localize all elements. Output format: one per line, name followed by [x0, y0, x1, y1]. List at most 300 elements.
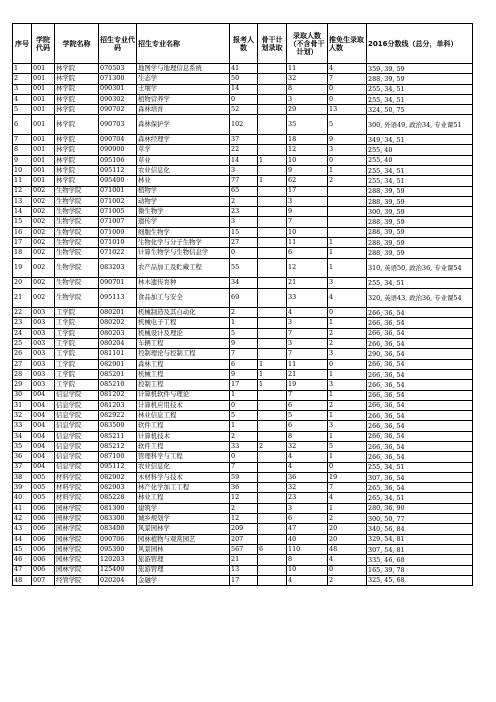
cell-applicants: 7 [230, 349, 258, 359]
cell-exempt: 0 [328, 359, 367, 369]
table-row [13, 248, 473, 258]
cell-seq: 17 [13, 238, 32, 248]
cell-exempt: 1 [328, 452, 367, 462]
cell-exempt: 3 [328, 421, 367, 431]
cell-college-name: 生物学院 [55, 258, 99, 278]
cell-college-code: 004 [32, 390, 55, 400]
cell-college-name: 园林学院 [55, 524, 99, 534]
cell-backbone-plan [258, 217, 287, 227]
cell-applicants: 0 [230, 94, 258, 104]
cell-admitted: 8 [287, 431, 328, 441]
cell-college-name: 工学院 [55, 349, 99, 359]
cell-major-code: 090704 [99, 135, 137, 145]
cell-admitted: 62 [287, 176, 328, 186]
cell-score-line: 300, 外语49, 政治34, 专业课51 [367, 115, 473, 135]
cell-college-code: 004 [32, 462, 55, 472]
cell-major-name: 管理科学与工程 [137, 452, 230, 462]
cell-college-code: 002 [32, 258, 55, 278]
cell-exempt: 1 [328, 238, 367, 248]
cell-score-line: 266, 36, 54 [367, 421, 473, 431]
cell-admitted: 3 [287, 196, 328, 206]
cell-college-name: 信息学院 [55, 462, 99, 472]
cell-college-name: 经管学院 [55, 575, 99, 585]
cell-admitted: 6 [287, 400, 328, 410]
cell-admitted: 9 [287, 165, 328, 175]
cell-major-code: 081300 [99, 503, 137, 513]
cell-college-code: 004 [32, 452, 55, 462]
cell-applicants: 36 [230, 483, 258, 493]
cell-major-code: 020204 [99, 575, 137, 585]
cell-admitted: 40 [287, 534, 328, 544]
cell-college-name: 信息学院 [55, 411, 99, 421]
cell-seq: 4 [13, 94, 32, 104]
cell-college-code: 006 [32, 555, 55, 565]
cell-applicants: 17 [230, 575, 258, 585]
cell-seq: 26 [13, 349, 32, 359]
cell-admitted: 4 [287, 575, 328, 585]
cell-score-line: 280, 36, 90 [367, 503, 473, 513]
cell-backbone-plan: 1 [258, 380, 287, 390]
cell-major-code: 071007 [99, 217, 137, 227]
cell-major-code: 070503 [99, 64, 137, 74]
cell-score-line: 349, 34, 51 [367, 135, 473, 145]
cell-backbone-plan: 6 [258, 544, 287, 554]
cell-backbone-plan: 1 [258, 176, 287, 186]
cell-exempt: 20 [328, 534, 367, 544]
cell-major-code: 090701 [99, 278, 137, 288]
cell-major-code: 085228 [99, 493, 137, 503]
cell-college-name: 园林学院 [55, 565, 99, 575]
cell-backbone-plan [258, 431, 287, 441]
table-row [13, 544, 473, 554]
cell-seq: 37 [13, 462, 32, 472]
cell-score-line: 310, 英语50, 政治36, 专业课54 [367, 258, 473, 278]
cell-college-code: 006 [32, 503, 55, 513]
table-row [13, 145, 473, 155]
cell-seq: 48 [13, 575, 32, 585]
cell-score-line: 266, 36, 54 [367, 359, 473, 369]
cell-seq: 24 [13, 328, 32, 338]
cell-exempt: 48 [328, 544, 367, 554]
cell-seq: 44 [13, 534, 32, 544]
cell-college-code: 002 [32, 278, 55, 288]
cell-backbone-plan [258, 258, 287, 278]
cell-seq: 6 [13, 115, 32, 135]
cell-seq: 42 [13, 514, 32, 524]
table-row [13, 207, 473, 217]
cell-admitted: 29 [287, 105, 328, 115]
cell-college-name: 园林学院 [55, 555, 99, 565]
cell-score-line: 307, 54, 81 [367, 544, 473, 554]
cell-applicants: 27 [230, 238, 258, 248]
cell-exempt: 0 [328, 462, 367, 472]
cell-college-code: 004 [32, 431, 55, 441]
cell-applicants: 1 [230, 318, 258, 328]
cell-admitted: 33 [287, 288, 328, 308]
cell-seq: 11 [13, 176, 32, 186]
cell-seq: 5 [13, 105, 32, 115]
cell-seq: 20 [13, 278, 32, 288]
cell-score-line: 266, 36, 54 [367, 441, 473, 451]
cell-exempt: 4 [328, 493, 367, 503]
cell-backbone-plan [258, 74, 287, 84]
cell-seq: 45 [13, 544, 32, 554]
cell-admitted: 6 [287, 248, 328, 258]
cell-college-name: 材料学院 [55, 493, 99, 503]
cell-score-line: 288, 39, 59 [367, 186, 473, 196]
cell-major-name: 林产化学加工工程 [137, 483, 230, 493]
cell-college-code: 006 [32, 534, 55, 544]
cell-college-code: 002 [32, 248, 55, 258]
cell-major-name: 地图学与地理信息系统 [137, 64, 230, 74]
table-row [13, 115, 473, 135]
cell-exempt: 0 [328, 84, 367, 94]
cell-college-name: 林学院 [55, 115, 99, 135]
cell-admitted: 21 [287, 278, 328, 288]
cell-seq: 16 [13, 227, 32, 237]
cell-major-name: 计算机应用技术 [137, 400, 230, 410]
cell-college-name: 信息学院 [55, 431, 99, 441]
cell-major-name: 林业信息工程 [137, 411, 230, 421]
cell-exempt: 0 [328, 565, 367, 575]
cell-seq: 29 [13, 380, 32, 390]
table-row [13, 534, 473, 544]
cell-major-name: 城乡规划学 [137, 514, 230, 524]
cell-major-code: 082903 [99, 483, 137, 493]
cell-major-code: 083300 [99, 514, 137, 524]
cell-college-name: 生物学院 [55, 288, 99, 308]
cell-admitted: 8 [287, 555, 328, 565]
cell-admitted: 18 [287, 135, 328, 145]
table-row [13, 431, 473, 441]
cell-admitted: 47 [287, 524, 328, 534]
cell-seq: 10 [13, 165, 32, 175]
cell-admitted: 4 [287, 308, 328, 318]
cell-score-line: 165, 39, 78 [367, 565, 473, 575]
cell-backbone-plan [258, 472, 287, 482]
cell-major-name: 计算生物学与生物信息学 [137, 248, 230, 258]
cell-backbone-plan [258, 349, 287, 359]
table-row [13, 74, 473, 84]
cell-major-code: 080204 [99, 339, 137, 349]
cell-major-name: 林业工程 [137, 493, 230, 503]
cell-exempt: 1 [328, 390, 367, 400]
table-row [13, 135, 473, 145]
cell-backbone-plan [258, 514, 287, 524]
cell-backbone-plan [258, 524, 287, 534]
cell-score-line: 288, 39, 59 [367, 217, 473, 227]
cell-score-line: 288, 39, 59 [367, 74, 473, 84]
cell-major-name: 计算机软件与理论 [137, 390, 230, 400]
cell-exempt: 2 [328, 575, 367, 585]
cell-college-code: 003 [32, 380, 55, 390]
cell-applicants: 1 [230, 421, 258, 431]
cell-backbone-plan [258, 308, 287, 318]
cell-college-code: 001 [32, 64, 55, 74]
cell-college-code: 003 [32, 308, 55, 318]
cell-college-name: 信息学院 [55, 400, 99, 410]
header-seq: 序号 [13, 24, 32, 64]
cell-exempt [328, 227, 367, 237]
cell-applicants: 55 [230, 258, 258, 278]
cell-backbone-plan [258, 115, 287, 135]
cell-seq: 39 [13, 483, 32, 493]
cell-major-code: 090706 [99, 534, 137, 544]
cell-major-name: 遗传学 [137, 217, 230, 227]
cell-college-name: 生物学院 [55, 238, 99, 248]
cell-score-line: 255, 40 [367, 145, 473, 155]
cell-college-name: 生物学院 [55, 278, 99, 288]
cell-major-code: 090302 [99, 94, 137, 104]
cell-seq: 7 [13, 135, 32, 145]
cell-major-name: 林木遗传育种 [137, 278, 230, 288]
table-row [13, 165, 473, 175]
cell-backbone-plan [258, 411, 287, 421]
cell-exempt: 1 [328, 431, 367, 441]
cell-college-code: 002 [32, 196, 55, 206]
cell-major-code: 095113 [99, 288, 137, 308]
cell-exempt: 3 [328, 380, 367, 390]
cell-applicants: 12 [230, 514, 258, 524]
cell-exempt: 2 [328, 176, 367, 186]
cell-admitted: 12 [287, 258, 328, 278]
cell-admitted: 3 [287, 503, 328, 513]
cell-admitted: 6 [287, 514, 328, 524]
cell-applicants: 59 [230, 472, 258, 482]
cell-college-name: 工学院 [55, 339, 99, 349]
cell-major-name: 金融学 [137, 575, 230, 585]
cell-major-code: 095400 [99, 176, 137, 186]
cell-major-code: 083500 [99, 421, 137, 431]
cell-applicants: 50 [230, 74, 258, 84]
cell-exempt: 3 [328, 145, 367, 155]
cell-backbone-plan [258, 493, 287, 503]
cell-admitted: 7 [287, 349, 328, 359]
cell-college-code: 001 [32, 135, 55, 145]
cell-admitted: 6 [287, 421, 328, 431]
cell-major-name: 机械电子工程 [137, 318, 230, 328]
cell-seq: 40 [13, 493, 32, 503]
cell-college-code: 001 [32, 165, 55, 175]
cell-admitted: 35 [287, 115, 328, 135]
cell-seq: 14 [13, 207, 32, 217]
cell-seq: 30 [13, 390, 32, 400]
header-admitted: 录取人数（不含骨干计划） [287, 24, 328, 64]
cell-backbone-plan: 1 [258, 369, 287, 379]
cell-score-line: 255, 34, 51 [367, 462, 473, 472]
cell-backbone-plan [258, 462, 287, 472]
cell-major-code: 080202 [99, 318, 137, 328]
cell-seq: 8 [13, 145, 32, 155]
table-row [13, 421, 473, 431]
cell-seq: 9 [13, 155, 32, 165]
cell-backbone-plan [258, 186, 287, 196]
cell-college-code: 004 [32, 411, 55, 421]
cell-exempt: 1 [328, 165, 367, 175]
cell-seq: 28 [13, 369, 32, 379]
cell-college-code: 006 [32, 514, 55, 524]
cell-major-name: 土壤学 [137, 84, 230, 94]
cell-major-code: 082902 [99, 472, 137, 482]
cell-college-name: 工学院 [55, 369, 99, 379]
cell-score-line: 265, 36, 54 [367, 483, 473, 493]
cell-college-name: 林学院 [55, 64, 99, 74]
cell-major-name: 旅游管理 [137, 565, 230, 575]
cell-backbone-plan [258, 135, 287, 145]
cell-exempt [328, 186, 367, 196]
cell-college-code: 003 [32, 328, 55, 338]
cell-exempt: 1 [328, 248, 367, 258]
cell-college-name: 生物学院 [55, 186, 99, 196]
cell-backbone-plan [258, 339, 287, 349]
table-row [13, 217, 473, 227]
cell-college-code: 007 [32, 575, 55, 585]
cell-major-name: 森林保护学 [137, 115, 230, 135]
cell-exempt [328, 217, 367, 227]
table-row [13, 380, 473, 390]
cell-major-code: 081202 [99, 390, 137, 400]
cell-exempt: 19 [328, 472, 367, 482]
cell-applicants: 0 [230, 248, 258, 258]
cell-backbone-plan [258, 84, 287, 94]
cell-major-name: 农业信息化 [137, 165, 230, 175]
cell-college-code: 004 [32, 441, 55, 451]
cell-major-name: 农产品加工及贮藏工程 [137, 258, 230, 278]
cell-applicants: 14 [230, 84, 258, 94]
table-row [13, 441, 473, 451]
cell-exempt: 20 [328, 524, 367, 534]
cell-major-code: 071300 [99, 74, 137, 84]
cell-major-code: 095112 [99, 165, 137, 175]
cell-applicants: 33 [230, 441, 258, 451]
cell-seq: 33 [13, 421, 32, 431]
cell-backbone-plan [258, 288, 287, 308]
cell-backbone-plan [258, 64, 287, 74]
cell-admitted: 7 [287, 217, 328, 227]
cell-college-code: 001 [32, 94, 55, 104]
cell-score-line: 266, 36, 54 [367, 431, 473, 441]
cell-major-code: 090900 [99, 145, 137, 155]
cell-major-name: 细胞生物学 [137, 227, 230, 237]
table-row [13, 288, 473, 308]
table-row [13, 565, 473, 575]
cell-exempt: 3 [328, 349, 367, 359]
cell-applicants: 12 [230, 493, 258, 503]
cell-admitted: 11 [287, 238, 328, 248]
cell-college-code: 001 [32, 84, 55, 94]
cell-applicants: 0 [230, 452, 258, 462]
cell-exempt: 1 [328, 411, 367, 421]
cell-college-code: 001 [32, 115, 55, 135]
cell-backbone-plan [258, 575, 287, 585]
cell-major-code: 085201 [99, 369, 137, 379]
cell-college-name: 园林学院 [55, 503, 99, 513]
cell-score-line: 320, 英语43, 政治36, 专业课54 [367, 288, 473, 308]
table-row [13, 278, 473, 288]
cell-applicants: 1 [230, 390, 258, 400]
cell-admitted: 3 [287, 339, 328, 349]
cell-applicants: 5 [230, 328, 258, 338]
cell-admitted: 5 [287, 411, 328, 421]
cell-applicants: 65 [230, 186, 258, 196]
cell-applicants: 3 [230, 165, 258, 175]
cell-applicants: 69 [230, 288, 258, 308]
cell-major-name: 风景园林 [137, 544, 230, 554]
cell-applicants: 23 [230, 207, 258, 217]
cell-major-code: 083400 [99, 524, 137, 534]
cell-score-line: 265, 34, 51 [367, 493, 473, 503]
table-row [13, 349, 473, 359]
cell-college-name: 信息学院 [55, 452, 99, 462]
cell-major-name: 控制工程 [137, 380, 230, 390]
cell-college-code: 003 [32, 349, 55, 359]
cell-college-name: 林学院 [55, 94, 99, 104]
cell-seq: 23 [13, 318, 32, 328]
cell-major-name: 生态学 [137, 74, 230, 84]
cell-backbone-plan [258, 483, 287, 493]
cell-score-line: 290, 36, 54 [367, 349, 473, 359]
table-row [13, 64, 473, 74]
cell-admitted: 9 [287, 207, 328, 217]
cell-major-code: 125400 [99, 565, 137, 575]
cell-score-line: 266, 36, 54 [367, 369, 473, 379]
cell-college-name: 林学院 [55, 105, 99, 115]
cell-backbone-plan [258, 105, 287, 115]
cell-major-code: 071009 [99, 227, 137, 237]
cell-college-name: 材料学院 [55, 483, 99, 493]
cell-exempt: 0 [328, 155, 367, 165]
cell-backbone-plan [258, 94, 287, 104]
cell-college-name: 材料学院 [55, 472, 99, 482]
cell-seq: 3 [13, 84, 32, 94]
cell-applicants: 14 [230, 155, 258, 165]
cell-college-code: 001 [32, 74, 55, 84]
cell-major-name: 林业 [137, 176, 230, 186]
table-row [13, 493, 473, 503]
cell-exempt: 7 [328, 74, 367, 84]
cell-college-code: 001 [32, 176, 55, 186]
cell-college-code: 001 [32, 105, 55, 115]
header-college-name: 学院名称 [55, 24, 99, 64]
cell-college-name: 信息学院 [55, 421, 99, 431]
cell-exempt: 2 [328, 328, 367, 338]
cell-major-name: 机械设计及理论 [137, 328, 230, 338]
cell-admitted: 11 [287, 359, 328, 369]
cell-applicants: 52 [230, 105, 258, 115]
cell-college-code: 003 [32, 318, 55, 328]
cell-major-code: 071002 [99, 196, 137, 206]
cell-admitted: 10 [287, 227, 328, 237]
table-row [13, 514, 473, 524]
cell-admitted: 32 [287, 441, 328, 451]
cell-college-name: 林学院 [55, 74, 99, 84]
cell-college-name: 林学院 [55, 165, 99, 175]
cell-exempt: 2 [328, 400, 367, 410]
cell-major-code: 120203 [99, 555, 137, 565]
cell-applicants: 2 [230, 431, 258, 441]
cell-major-name: 风景园林学 [137, 524, 230, 534]
cell-major-name: 木材科学与技术 [137, 472, 230, 482]
cell-applicants: 2 [230, 308, 258, 318]
cell-exempt: 4 [328, 64, 367, 74]
cell-seq: 22 [13, 308, 32, 318]
cell-score-line: 266, 36, 54 [367, 452, 473, 462]
cell-applicants: 567 [230, 544, 258, 554]
cell-major-name: 食品加工与安全 [137, 288, 230, 308]
cell-college-code: 002 [32, 288, 55, 308]
cell-college-name: 工学院 [55, 380, 99, 390]
table-row [13, 339, 473, 349]
